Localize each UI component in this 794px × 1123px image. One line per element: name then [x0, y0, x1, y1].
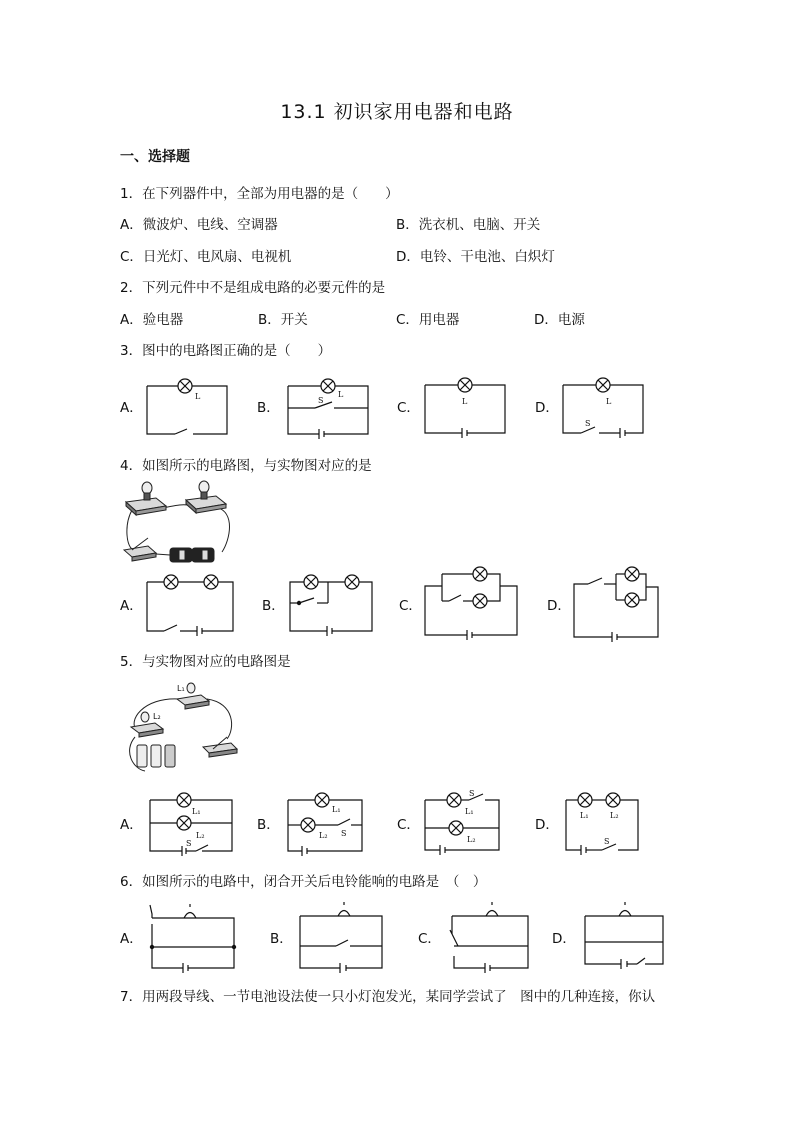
switch-label-s: S [186, 839, 192, 848]
lamp-label-l2: L₂ [610, 811, 619, 820]
q3-circuit-a [147, 377, 229, 437]
q5-circuit-c [425, 788, 509, 856]
q3-label-a: A． [120, 400, 143, 416]
q5-label-d: D． [535, 817, 559, 833]
q5-circuit-b [288, 790, 372, 856]
q6-circuit-d [585, 902, 673, 972]
lamp-label-l: L [195, 392, 201, 401]
q3-circuit-b [288, 377, 370, 437]
switch-label-s: S [341, 829, 347, 838]
q4-circuit-d [574, 564, 662, 640]
lamp-label-l: L [338, 390, 344, 399]
page-title: 13.1 初识家用电器和电路 [280, 101, 514, 123]
lamp-label-l1: L₁ [580, 811, 589, 820]
q6-circuit-c [450, 902, 538, 972]
q5-label-b: B． [257, 817, 280, 833]
q2-stem: 2．下列元件中不是组成电路的必要元件的是 [120, 280, 386, 296]
lamp-label-l1: L₁ [465, 807, 474, 816]
lamp-label-l1: L₁ [332, 805, 341, 814]
q3-label-d: D． [535, 400, 559, 416]
q6-label-c: C． [418, 931, 441, 947]
q4-label-a: A． [120, 598, 143, 614]
q3-stem: 3．图中的电路图正确的是（ ） [120, 343, 332, 359]
lamp-label-l2: L₂ [196, 831, 205, 840]
q4-circuit-a [147, 573, 235, 635]
q2-option-b: B．开关 [258, 312, 308, 328]
q4-physical-circuit-photo [118, 480, 236, 568]
q5-circuit-d [566, 788, 650, 856]
q5-circuit-a [150, 790, 234, 856]
switch-label-s: S [318, 396, 324, 405]
q4-circuit-c [425, 566, 519, 638]
q5-label-a: A． [120, 817, 143, 833]
q2-option-c: C．用电器 [396, 312, 460, 328]
q3-circuit-c [425, 376, 507, 436]
lamp-label-l: L [606, 397, 612, 406]
lamp-label-l1: L₁ [192, 807, 201, 816]
q6-circuit-a [150, 902, 238, 972]
q3-circuit-d [563, 376, 645, 436]
q1-option-c: C．日光灯、电风扇、电视机 [120, 249, 292, 265]
q4-label-c: C． [399, 598, 422, 614]
svg-text:L₂: L₂ [153, 712, 161, 721]
q2-option-a: A．验电器 [120, 312, 184, 328]
q5-physical-circuit-photo [123, 681, 241, 773]
q6-stem: 6．如图所示的电路中，闭合开关后电铃能响的电路是 （ ） [120, 874, 487, 890]
q1-option-b: B．洗衣机、电脑、开关 [396, 217, 541, 233]
q6-label-a: A． [120, 931, 143, 947]
q2-option-d: D．电源 [534, 312, 585, 328]
q6-label-b: B． [270, 931, 293, 947]
q5-stem: 5．与实物图对应的电路图是 [120, 654, 291, 670]
q7-stem: 7．用两段导线、一节电池设法使一只小灯泡发光，某同学尝试了 图中的几种连接，你认 [120, 989, 656, 1005]
q6-circuit-b [300, 902, 388, 972]
lamp-label-l2: L₂ [319, 831, 328, 840]
q3-label-b: B． [257, 400, 280, 416]
switch-label-s: S [585, 419, 591, 428]
q4-label-d: D． [547, 598, 571, 614]
q4-stem: 4．如图所示的电路图，与实物图对应的是 [120, 458, 372, 474]
switch-label-s: S [604, 837, 610, 846]
lamp-label-l2: L₂ [467, 835, 476, 844]
q5-label-c: C． [397, 817, 420, 833]
lamp-label-l: L [462, 397, 468, 406]
svg-text:L₁: L₁ [177, 684, 185, 693]
q1-option-a: A．微波炉、电线、空调器 [120, 217, 278, 233]
q4-label-b: B． [262, 598, 285, 614]
q1-option-d: D．电铃、干电池、白炽灯 [396, 249, 555, 265]
switch-label-s: S [469, 789, 475, 798]
section-heading: 一、选择题 [120, 149, 190, 165]
q3-label-c: C． [397, 400, 420, 416]
q6-label-d: D． [552, 931, 576, 947]
q4-circuit-b [290, 573, 374, 635]
q1-stem: 1．在下列器件中，全部为用电器的是（ ） [120, 186, 399, 202]
